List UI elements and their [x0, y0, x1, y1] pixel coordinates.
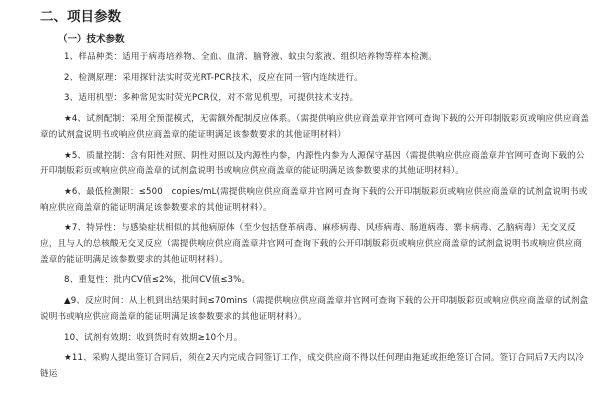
item-text: 试剂有效期：收到货时有效期≥10个月。 — [83, 332, 243, 343]
item-prefix: 3、 — [64, 93, 79, 104]
subsection-title: （一）技术参数 — [58, 34, 125, 45]
parameter-item — [40, 351, 590, 382]
item-text: 样品种类：适用于病毒培养物、全血、血清、脑脊液、蚊虫匀浆液、组织培养物等样本检测。 — [78, 52, 437, 62]
parameter-item — [40, 185, 590, 216]
parameter-item — [40, 294, 590, 325]
item-text: 特异性：与感染症状相似的其他病原体（至少包括登革病毒、麻疹病毒、风疹病毒、肠道病毒、寨卡病毒、乙脑病毒）无交叉反应，且与人的总核酸无交叉反应（需提供响应供应商盖章并官网可查询下载的公开印制版彩页或响应供应商盖章的试剂盒说明书或响应供应商盖章的能证明满足该参数要求的其他证明材料）。 — [40, 223, 583, 265]
parameter-item — [40, 149, 590, 180]
item-text: 检测原理：采用探针法实时荧光RT-PCR技术，反应在同一管内连续进行。 — [78, 72, 363, 83]
section-title: 二、项目参数 — [40, 9, 121, 25]
item-text: 反应时间：从上机到出结果时间≤70mins（需提供响应供应商盖章并官网可查询下载的公开印制版彩页或响应供应商盖章的试剂盒说明书或响应供应商盖章的能证明满足该参数要求的其他证明材料）。 — [40, 296, 589, 322]
parameter-list — [40, 50, 590, 383]
item-prefix: ★5、 — [64, 150, 87, 161]
item-prefix: 1、 — [64, 52, 79, 62]
parameter-item — [40, 71, 590, 87]
parameter-item — [40, 273, 590, 289]
parameter-item — [40, 221, 590, 268]
item-prefix: ★7、 — [64, 223, 87, 234]
item-text: 最低检测限：≤500 copies/mL(需提供响应供应商盖章并官网可查询下载的公开印制版彩页或响应供应商盖章的试剂盒说明书或响应供应商盖章的能证明满足该参数要求的其他证明材料）。 — [40, 186, 588, 213]
item-prefix: 10、 — [64, 332, 84, 343]
parameter-item — [40, 91, 590, 107]
item-prefix: ★4、 — [64, 114, 87, 125]
parameter-item — [40, 331, 590, 347]
item-prefix: ★11、 — [64, 353, 92, 364]
item-prefix: 8、 — [64, 275, 79, 286]
item-prefix: ▲9、 — [64, 296, 86, 307]
item-prefix: 2、 — [64, 72, 79, 83]
parameter-item — [40, 112, 590, 143]
item-text: 采购人提出签订合同后，须在2天内完成合同签订工作，成交供应商不得以任何理由拖延或拒绝签订合同。签订合同后7天内以冷链运 — [40, 353, 584, 379]
item-text: 适用机型：多种常见实时荧光PCR仪，对不常见机型，可提供技术支持。 — [78, 93, 359, 104]
item-text: 试剂配制：采用全预混模式，无需额外配制反应体系。（需提供响应供应商盖章并官网可查询下载的公开印制版彩页或响应供应商盖章的试剂盒说明书或响应供应商盖章的能证明满足该参数要求的其他证明材料） — [40, 114, 590, 140]
parameter-item — [40, 50, 590, 66]
item-text: 质量控制：含有阳性对照、阴性对照以及内源性内参，内源性内参为人源保守基因（需提供响应供应商盖章并官网可查询下载的公开印制版彩页或响应供应商盖章的试剂盒说明书或响应供应商盖章的能证明满足该参数要求的其他证明材料）。 — [40, 150, 585, 177]
item-text: 重复性：批内CV值≤2%，批间CV值≤3%。 — [78, 275, 251, 286]
item-prefix: ★6、 — [64, 186, 87, 197]
